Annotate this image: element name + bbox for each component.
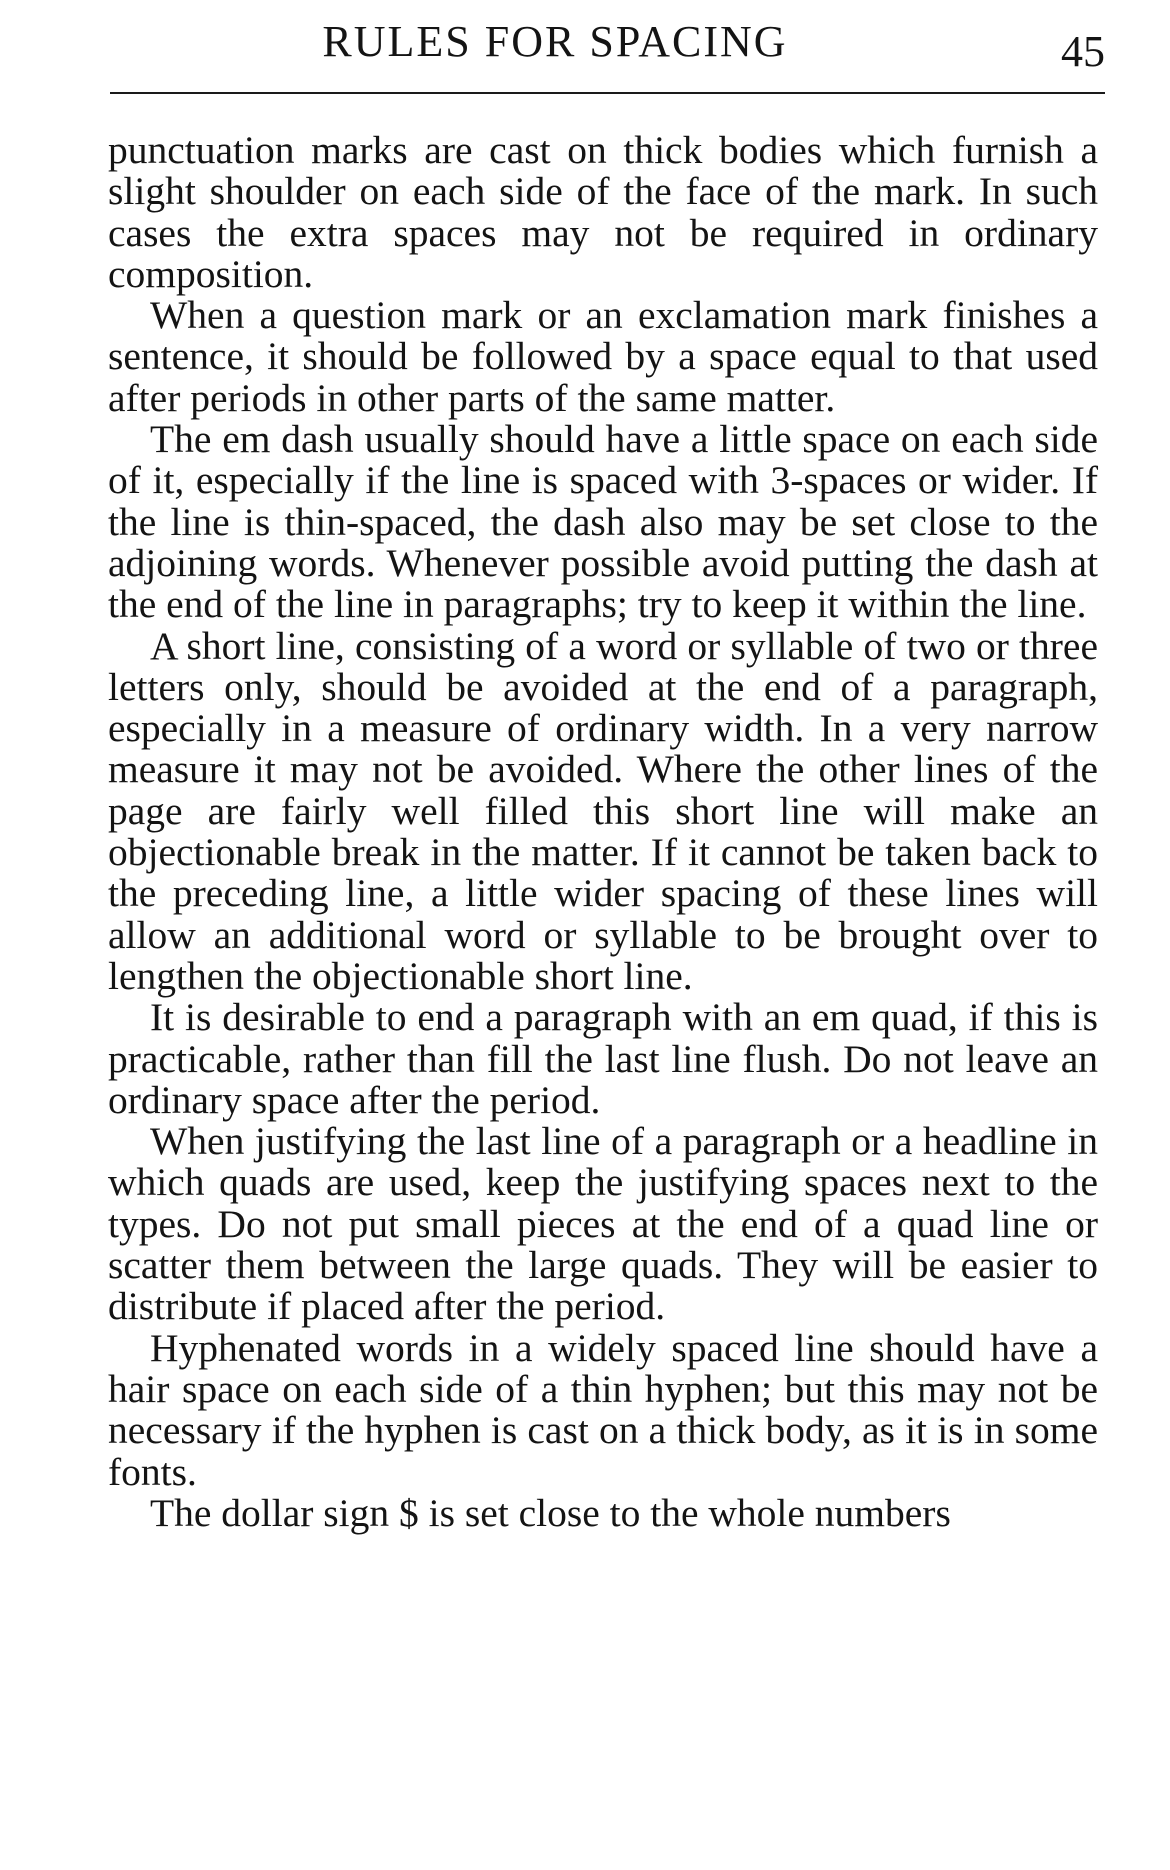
paragraph-em-quad: It is desirable to end a paragraph with an em quad, if this is practicable, rather than fill the last line flush. Do not leave an ordinary space after the period. — [108, 995, 1098, 1122]
header-rule — [110, 92, 1105, 94]
paragraph-em-dash: The em dash usually should have a little space on each side of it, especially if the line is spaced with 3-spaces or wider. If the line is thin-spaced, the dash also may be set close to the adjoining words. Whenever possible avoid putting the dash at the end of the line in paragraphs; try to keep it within the line. — [108, 417, 1098, 627]
paragraph-continued: punctuation marks are cast on thick bodies which furnish a slight shoulder on each side of the face of the mark. In such cases the extra spaces may not be required in ordinary composition. — [108, 128, 1098, 296]
paragraph-dollar-sign: The dollar sign $ is set close to the whole numbers — [150, 1490, 951, 1535]
paragraph-question-mark: When a question mark or an exclamation mark finishes a sentence, it should be followed by a space equal to that used after periods in other parts of the same matter. — [108, 293, 1098, 420]
running-title: RULES FOR SPACING — [322, 17, 788, 66]
paragraph-short-line: A short line, consisting of a word or syllable of two or three letters only, should be avoided at the end of a paragraph, especially in a measure of ordinary width. In a very narrow measure it may not be avoided. Where the other lines of the page are fairly well filled this short line will make an objectionable break in the matter. If it cannot be taken back to the preceding line, a little wider spacing of these lines will allow an additional word or syllable to be brought over to lengthen the objectionable short line. — [108, 623, 1098, 998]
paragraph-justifying: When justifying the last line of a paragraph or a headline in which quads are used, keep the justifying spaces next to the types. Do not put small pieces at the end of a quad line or scatter them between the large quads. They will be easier to distribute if placed after the period. — [108, 1119, 1098, 1329]
page-number: 45 — [1061, 27, 1105, 76]
body-text — [108, 130, 1098, 1534]
paragraph-hyphenated: Hyphenated words in a widely spaced line should have a hair space on each side of a thin hyphen; but this may not be necessary if the hyphen is cast on a thick body, as it is in some fonts. — [108, 1325, 1098, 1494]
running-head — [110, 12, 1105, 76]
